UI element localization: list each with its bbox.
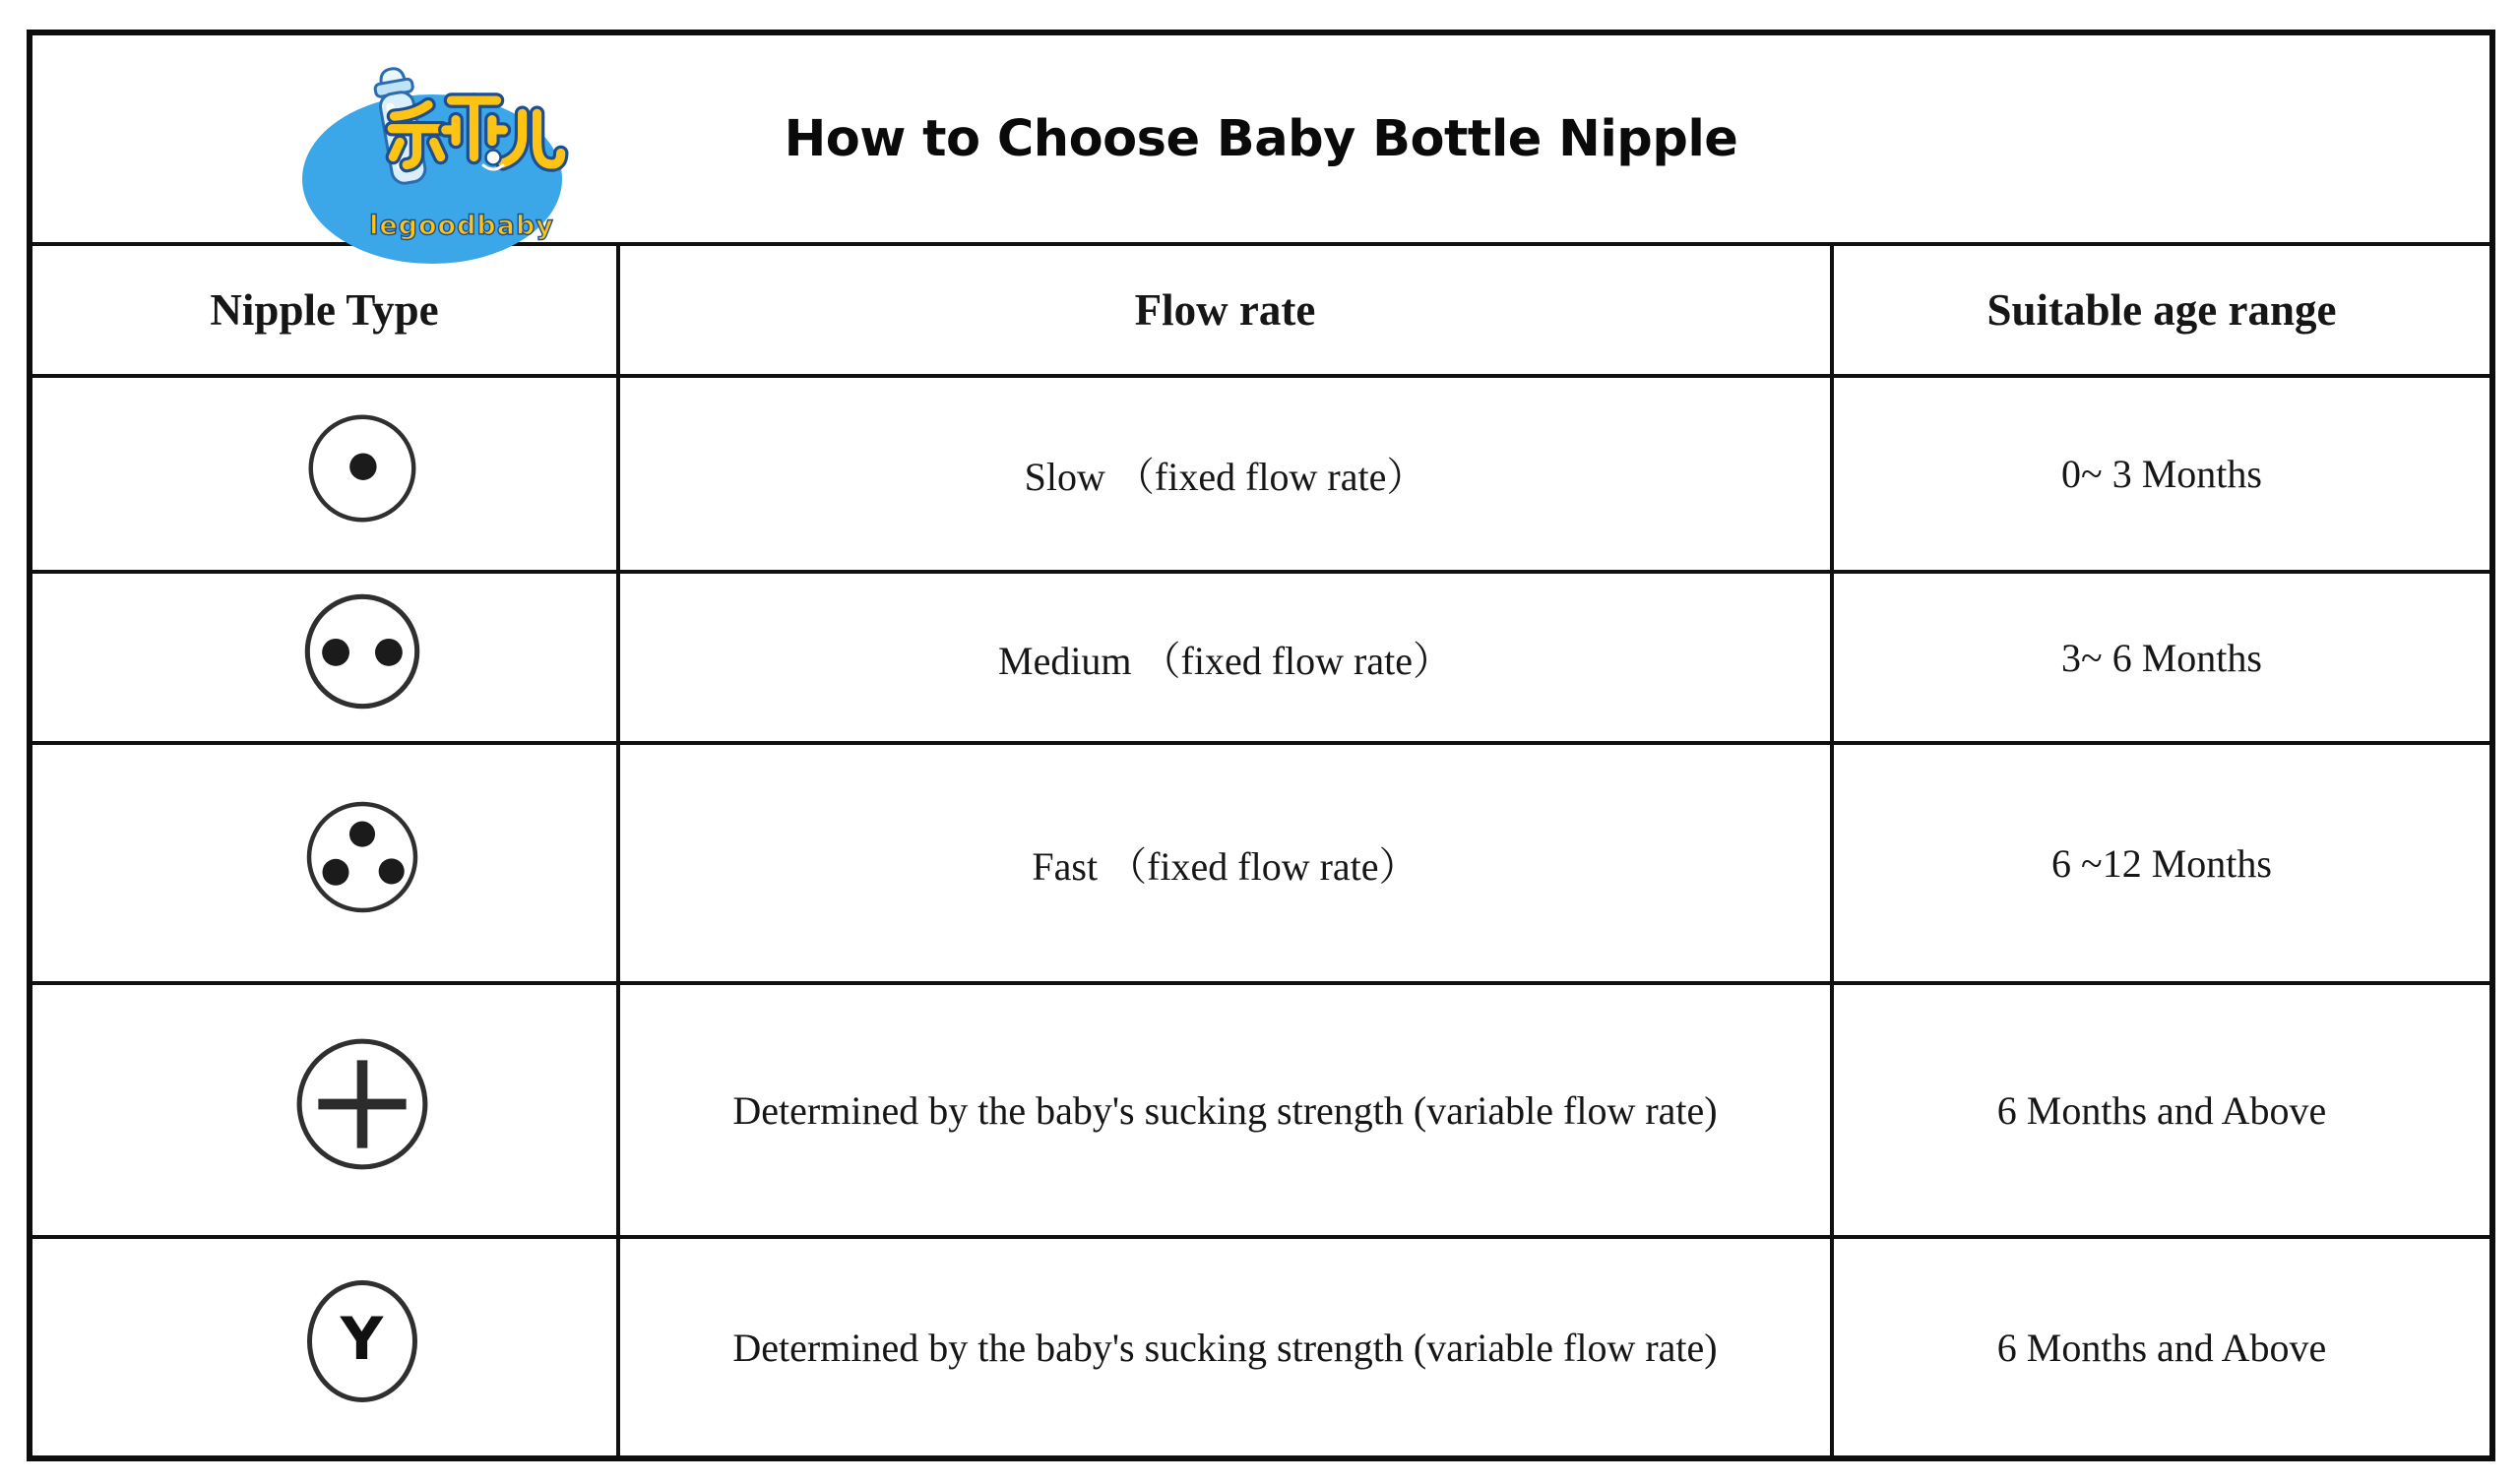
column-header-flow-rate: Flow rate [616, 242, 1830, 374]
y-cut-nipple-icon [307, 1280, 417, 1402]
two-hole-nipple-icon [298, 587, 426, 715]
table-row-4-age-range-cell: 6 Months and Above [1830, 981, 2489, 1235]
table-row-1-age-range-cell: 0~ 3 Months [1830, 374, 2489, 570]
y-cut-letter: Y [340, 1305, 384, 1374]
table-header-band [32, 35, 2489, 242]
table-row-2-age-range-cell: 3~ 6 Months [1830, 570, 2489, 741]
table-row-3-nipple-type-cell [32, 741, 616, 981]
table-row-1-nipple-type-cell [32, 374, 616, 570]
y-cut-circle [307, 1280, 417, 1402]
table-row-5-nipple-type-cell [32, 1235, 616, 1455]
table-row-1-flow-rate-cell: Slow （fixed flow rate） [616, 374, 1830, 570]
page-title: How to Choose Baby Bottle Nipple [784, 109, 1738, 168]
brand-name-en: legoodbaby [369, 211, 554, 241]
table-row-4-flow-rate-cell: Determined by the baby's sucking strength (variable flow rate) [616, 981, 1830, 1235]
table-row-4-nipple-type-cell [32, 981, 616, 1235]
table-row-2-nipple-type-cell [32, 570, 616, 741]
column-header-nipple-type: Nipple Type [32, 242, 616, 374]
table-row-5-flow-rate-cell: Determined by the baby's sucking strength (variable flow rate) [616, 1235, 1830, 1455]
table-row-5-age-range-cell: 6 Months and Above [1830, 1235, 2489, 1455]
table-row-2-flow-rate-cell: Medium （fixed flow rate） [616, 570, 1830, 741]
table-row-3-flow-rate-cell: Fast （fixed flow rate） [616, 741, 1830, 981]
nipple-guide-table [27, 30, 2495, 1461]
three-hole-nipple-icon [300, 795, 424, 919]
table-row-3-age-range-cell: 6 ~12 Months [1830, 741, 2489, 981]
cross-cut-nipple-icon [292, 1034, 432, 1174]
column-header-age-range: Suitable age range [1830, 242, 2489, 374]
one-hole-nipple-icon [301, 407, 423, 529]
